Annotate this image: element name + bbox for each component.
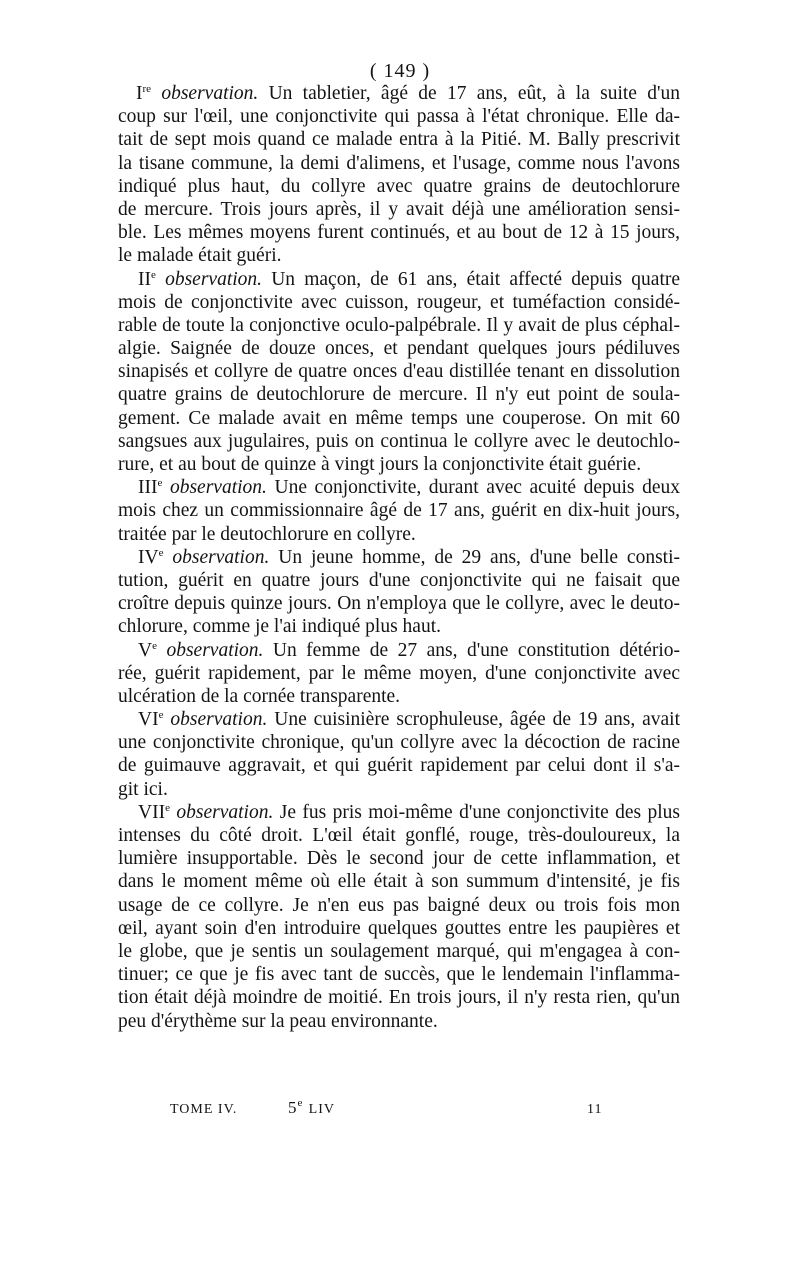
text-line bbox=[118, 175, 680, 198]
text-line bbox=[118, 314, 680, 337]
line-text: Une conjonctivite, durant avec acuité depuis deux bbox=[274, 477, 680, 499]
text-line bbox=[118, 198, 680, 221]
line-text: sangsues aux jugulaires, puis on continua le collyre avec le deutochlo- bbox=[118, 430, 680, 452]
text-line bbox=[118, 917, 680, 940]
line-text: tion était déjà moindre de moitié. En trois jours, il n'y resta rien, qu'un bbox=[118, 987, 680, 1009]
text-line bbox=[118, 708, 680, 731]
text-line bbox=[118, 453, 680, 476]
line-text: peu d'érythème sur la peau environnante. bbox=[118, 1010, 438, 1032]
line-text: git ici. bbox=[118, 778, 168, 800]
text-line bbox=[118, 337, 680, 360]
text-line bbox=[118, 615, 680, 638]
text-line bbox=[118, 801, 680, 824]
line-text: lumière insupportable. Dès le second jour de cette inflammation, et bbox=[118, 848, 680, 870]
text-line bbox=[118, 592, 680, 615]
text-line bbox=[118, 360, 680, 383]
observation-ordinal-sup: e bbox=[157, 477, 163, 490]
line-text: Une cuisinière scrophuleuse, âgée de 19 ans, avait bbox=[274, 709, 681, 731]
line-text: algie. Saignée de douze onces, et pendant quelques jours pédiluves bbox=[118, 338, 680, 360]
text-line bbox=[118, 685, 680, 708]
text-line bbox=[118, 291, 680, 314]
line-text: coup sur l'œil, une conjonctivite qui passa à l'état chronique. Elle da- bbox=[118, 106, 680, 128]
line-text: gement. Ce malade avait en même temps une couperose. On mit 60 bbox=[118, 407, 680, 429]
observation-ordinal: III bbox=[138, 477, 158, 499]
line-text: mois de conjonctivite avec cuisson, rougeur, et tuméfaction considé- bbox=[118, 291, 680, 313]
line-text: ble. Les mêmes moyens furent continués, et au bout de 12 à 15 jours, bbox=[118, 222, 680, 244]
text-line bbox=[118, 407, 680, 430]
line-text: quatre grains de deutochlorure de mercure. Il n'y eut point de soula- bbox=[118, 384, 680, 406]
observation-ordinal: VII bbox=[138, 801, 166, 823]
text-line bbox=[118, 754, 680, 777]
text-line bbox=[118, 731, 680, 754]
text-line bbox=[118, 383, 680, 406]
line-text: usage de ce collyre. Je n'en eus pas baigné deux ou trois fois mon bbox=[118, 894, 680, 916]
observation-paragraph bbox=[118, 268, 680, 477]
observation-label: observation. bbox=[161, 83, 259, 104]
text-line bbox=[118, 870, 680, 893]
footer-liv-text: LIV bbox=[308, 1102, 335, 1117]
observation-ordinal: VI bbox=[138, 709, 159, 731]
text-line bbox=[118, 268, 680, 291]
observation-paragraph bbox=[118, 476, 680, 546]
observation-label: observation. bbox=[166, 639, 264, 661]
footer-tome: TOME IV. bbox=[170, 1102, 238, 1117]
observation-ordinal-sup: e bbox=[165, 801, 170, 814]
line-text: la tisane commune, la demi d'alimens, et l'usage, comme nous l'avons bbox=[118, 152, 680, 174]
line-text: œil, ayant soin d'en introduire quelques gouttes entre les paupières et bbox=[118, 917, 680, 939]
text-line bbox=[118, 430, 680, 453]
line-text: tait de sept mois quand ce malade entra à la Pitié. M. Bally prescrivit bbox=[118, 129, 680, 151]
observation-ordinal: V bbox=[138, 639, 153, 661]
text-line bbox=[118, 662, 680, 685]
line-text: de mercure. Trois jours après, il y avait déjà une amélioration sensi- bbox=[118, 198, 680, 220]
text-line bbox=[118, 778, 680, 801]
observation-ordinal: IV bbox=[138, 546, 159, 568]
observation-ordinal-sup: e bbox=[158, 546, 164, 559]
footer-signature: 11 bbox=[587, 1102, 603, 1117]
text-line bbox=[118, 847, 680, 870]
observation-label: observation. bbox=[176, 801, 274, 823]
text-line bbox=[118, 986, 680, 1009]
line-text: tution, guérit en quatre jours d'une conjonctivite qui ne faisait que bbox=[118, 569, 680, 591]
text-line bbox=[118, 128, 680, 151]
text-line bbox=[118, 105, 680, 128]
footer-livraison bbox=[288, 1098, 335, 1118]
line-text: tinuer; ce que je fis avec tant de succès, que le lendemain l'inflamma- bbox=[118, 964, 680, 986]
text-line bbox=[118, 1010, 680, 1033]
observation-ordinal: II bbox=[138, 268, 151, 290]
line-text: ulcération de la cornée transparente. bbox=[118, 685, 401, 707]
line-text: une conjonctivite chronique, qu'un collyre avec la décoction de racine bbox=[118, 732, 680, 754]
text-line bbox=[118, 244, 680, 267]
text-line bbox=[118, 940, 680, 963]
footer-liv-sup: e bbox=[297, 1097, 304, 1109]
observation-ordinal-sup: e bbox=[152, 639, 157, 652]
text-line bbox=[118, 82, 680, 105]
text-line bbox=[118, 476, 680, 499]
line-text: rure, et au bout de quinze à vingt jours la conjonctivite était guérie. bbox=[118, 454, 642, 475]
line-text: Un tabletier, âgé de 17 ans, eût, à la suite d'un bbox=[268, 83, 680, 104]
line-text: Un jeune homme, de 29 ans, d'une belle consti- bbox=[278, 546, 681, 568]
observation-ordinal-sup: e bbox=[158, 709, 164, 722]
line-text: de guimauve aggravait, et qui guérit rapidement par celui dont il s'a- bbox=[118, 755, 680, 777]
line-text: rée, guérit rapidement, par le même moyen, d'une conjonctivite avec bbox=[118, 662, 680, 684]
line-text: intenses du côté droit. L'œil était gonflé, rouge, très-douloureux, la bbox=[118, 825, 680, 846]
line-text: traitée par le deutochlorure en collyre. bbox=[118, 523, 416, 545]
line-text: indiqué plus haut, du collyre avec quatre grains de deutochlorure bbox=[118, 175, 680, 197]
text-line bbox=[118, 152, 680, 175]
text-line bbox=[118, 824, 680, 847]
observation-label: observation. bbox=[169, 477, 267, 499]
text-line bbox=[118, 569, 680, 592]
observation-paragraph bbox=[118, 801, 680, 1033]
line-text: croître depuis quinze jours. On n'employa que le collyre, avec le deuto- bbox=[118, 593, 680, 615]
line-text: chlorure, comme je l'ai indiqué plus haut. bbox=[118, 616, 442, 638]
observation-ordinal-sup: e bbox=[151, 268, 156, 281]
text-line bbox=[118, 523, 680, 546]
text-line bbox=[118, 639, 680, 662]
line-text: le globe, que je sentis un soulagement marqué, qui m'engagea à con- bbox=[118, 940, 680, 962]
footer-liv-number: 5 bbox=[288, 1098, 298, 1117]
text-line bbox=[118, 546, 680, 569]
main-text bbox=[118, 82, 680, 1033]
line-text: le malade était guéri. bbox=[118, 245, 282, 267]
observation-label: observation. bbox=[172, 546, 270, 568]
text-line bbox=[118, 894, 680, 917]
line-text: Je fus pris moi-même d'une conjonctivite des plus bbox=[279, 801, 681, 823]
observation-ordinal: I bbox=[136, 83, 143, 104]
observation-ordinal-sup: re bbox=[142, 83, 152, 95]
line-text: Un maçon, de 61 ans, était affecté depuis quatre bbox=[271, 268, 681, 290]
observation-label: observation. bbox=[170, 709, 268, 731]
line-text: mois chez un commissionnaire âgé de 17 ans, guérit en dix-huit jours, bbox=[118, 500, 680, 522]
observation-paragraph bbox=[118, 546, 680, 639]
page-number: ( 149 ) bbox=[369, 60, 431, 82]
line-text: dans le moment même où elle était à son summum d'intensité, je fis bbox=[118, 871, 680, 893]
observation-label: observation. bbox=[165, 268, 263, 290]
observation-paragraph bbox=[118, 708, 680, 801]
line-text: sinapisés et collyre de quatre onces d'eau distillée tenant en dissolution bbox=[118, 361, 680, 383]
line-text: rable de toute la conjonctive oculo-palpébrale. Il y avait de plus céphal- bbox=[118, 314, 680, 336]
line-text: Un femme de 27 ans, d'une constitution détério- bbox=[272, 639, 680, 661]
text-line bbox=[118, 499, 680, 522]
text-line bbox=[118, 221, 680, 244]
observation-paragraph bbox=[118, 82, 680, 268]
observation-paragraph bbox=[118, 639, 680, 709]
text-line bbox=[118, 963, 680, 986]
